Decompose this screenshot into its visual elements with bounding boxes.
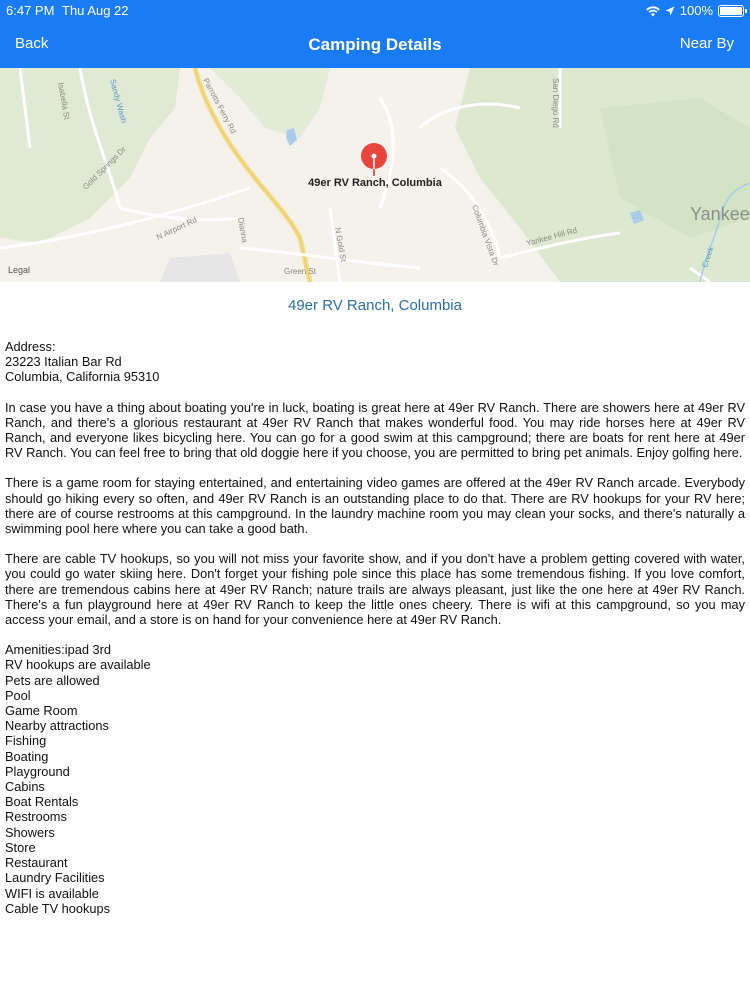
amenity-item: Pets are allowed [5,672,100,688]
amenity-item: Cabins [5,779,45,795]
page-title: Camping Details [308,35,442,54]
amenities-heading: Amenities:ipad 3rd [5,642,111,658]
status-right [646,0,744,22]
amenity-item: Boat Rentals [5,794,79,810]
battery-percent: 100% [679,3,713,18]
description-paragraph: There are cable TV hookups, so you will not miss your favorite show, and if you don't have a problem getting covered with water, you could go water skiing here. Don't forget your fishing pole since this place has some tremendous fishing. If you love comfort, there are tremendous cabins here at 49er RV Ranch; nature trails are always pleasant, just like the one here at 49er RV Ranch. There's a fun playground here at 49er RV Ranch to keep the little ones cheery. There is wifi at this campground, so you may access your email, and a store is on hand for your convenience here at 49er RV Ranch. [5,551,745,628]
battery-icon [718,5,744,17]
amenity-item: Nearby attractions [5,718,109,734]
address-block [5,339,745,385]
road-label-san-diego: San Diego Rd [551,78,560,128]
near-by-button[interactable]: Near By [679,35,734,52]
amenities-list [5,642,745,916]
nav-row [0,22,750,68]
wifi-icon [646,6,660,17]
road-label-columbia-vista: Columbia Vista Dr [470,203,501,268]
road-label-n-airport: N Airport Rd [155,215,199,242]
address-line-2: Columbia, California 95310 [5,369,160,385]
map-view[interactable] [0,68,750,282]
place-title: 49er RV Ranch, Columbia [288,297,462,314]
map-legal-link[interactable]: Legal [8,265,31,275]
amenity-item: Game Room [5,703,78,719]
map-canvas [0,68,750,282]
map-pin-label: 49er RV Ranch, Columbia [308,177,442,189]
amenity-item: Store [5,839,36,855]
back-button[interactable]: Back [15,35,49,52]
location-arrow-icon [665,6,675,16]
status-date: Thu Aug 22 [62,3,129,18]
amenity-item: Showers [5,824,55,840]
details-content [5,339,745,916]
road-label-gold-springs: Gold Springs Dr [81,144,128,192]
road-label-isabella: Isabella St [56,81,72,121]
amenity-item: Playground [5,763,70,779]
amenity-item: RV hookups are available [5,657,151,673]
status-time: 6:47 PM [6,3,55,18]
road-label-yankee-hill: Yankee Hill Rd [525,225,579,248]
amenity-item: Pool [5,687,31,703]
amenity-item: WIFI is available [5,885,99,901]
road-label-green: Green St [284,267,317,276]
road-label-dianna: Dianna [236,216,250,244]
amenity-item: Cable TV hookups [5,900,111,916]
status-bar [0,0,750,22]
amenity-item: Fishing [5,733,47,749]
road-label-parrotts-ferry: Parrotts Ferry Rd [201,76,238,136]
amenity-item: Laundry Facilities [5,870,105,886]
water-label-creek: Creek [700,245,716,269]
navigation-bar [0,0,750,68]
road-label-sandy-wash: Sandy Wash [108,78,129,125]
town-label: Yankee [690,204,750,224]
amenity-item: Boating [5,748,49,764]
amenity-item: Restaurant [5,855,68,871]
description-paragraph: There is a game room for staying entertained, and entertaining video games are offered at the 49er RV Ranch arcade. Everybody should go hiking every so often, and 49er RV Ranch is an outstanding place to do that. There are RV hookups for your RV here; there are of course restrooms at this campground. In the laundry machine room you may clean your socks, and there's naturally a swimming pool here where you can take a good bath. [5,475,745,537]
description-paragraph: In case you have a thing about boating you're in luck, boating is great here at 49er RV Ranch. There are showers here at 49er RV Ranch, and there's a glorious restaurant at 49er RV Ranch that makes wonderful food. You may ride horses here at 49er RV Ranch, and everyone likes bicycling here. You can go for a good swim at this campground; there are boats for rent here at 49er RV Ranch. You can feel free to bring that old doggie here if you choose, you are permitted to bring pet animals. Enjoy golfing here. [5,399,745,461]
amenity-item: Restrooms [5,809,67,825]
address-line-1: 23223 Italian Bar Rd [5,354,122,370]
address-heading: Address: [5,339,56,354]
road-label-n-gold: N Gold St [333,226,348,263]
map-pin-icon[interactable] [361,143,387,176]
